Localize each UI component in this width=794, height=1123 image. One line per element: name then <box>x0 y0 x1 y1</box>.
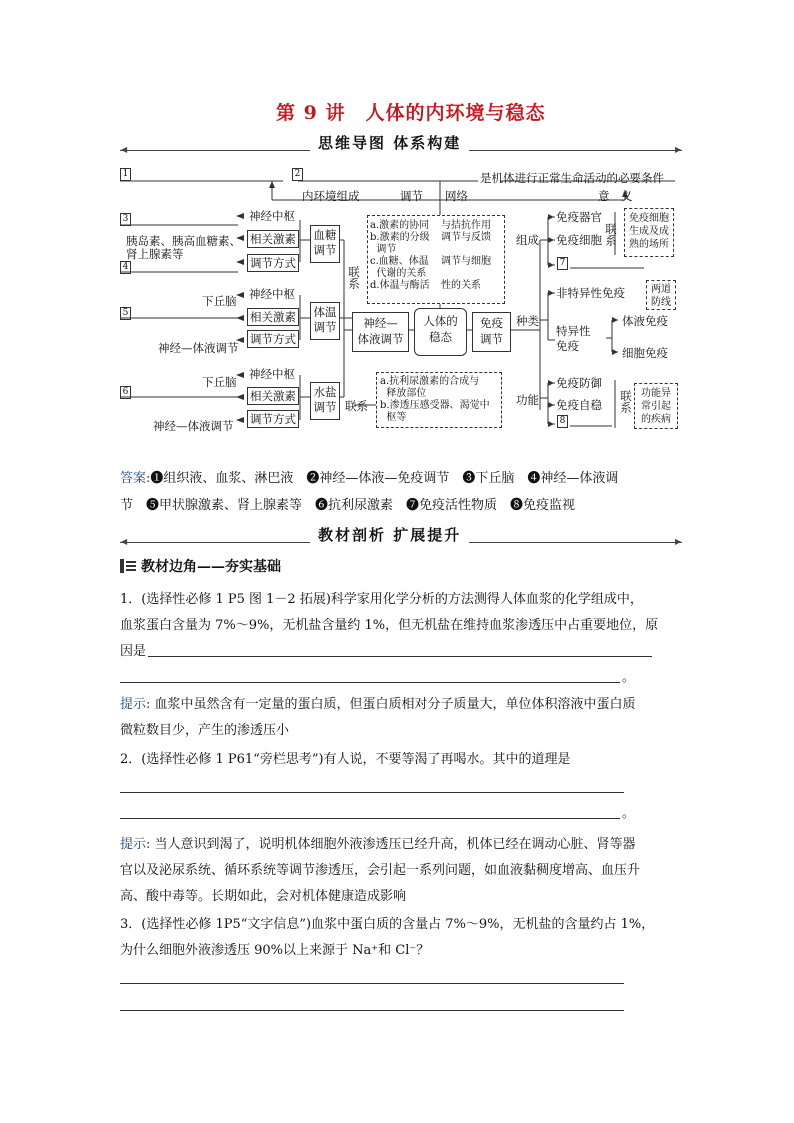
label-xqn-1: 下丘脑 <box>202 294 237 308</box>
q2-hint-line-2: 官以及泌尿系统、循环系统等调节渗透压，会引起一系列问题，如血液黏稠度增高、血压升 <box>120 863 641 878</box>
label-lianxi-4: 联系 <box>619 390 633 413</box>
label-sjtytj-1: 神经—体液调节 <box>158 341 239 355</box>
dash3-l2: 生成及成 <box>629 226 669 237</box>
q2-hint-line-3: 高、酸中毒等。长期如此，会对机体健康造成影响 <box>120 889 407 904</box>
page-title: 第 9 讲 人体的内环境与稳态 <box>276 102 546 124</box>
lxfx-l1: 两道 <box>651 284 671 295</box>
dash3-l1: 免疫细胞 <box>629 213 669 224</box>
q1-hint-line-1 <box>120 691 636 718</box>
label-lianxi-3: 联系 <box>604 223 618 246</box>
dash1-l3: 调节 <box>370 244 397 255</box>
band-label-1: 思维导图 体系构建 <box>310 132 469 153</box>
box-renti-wentai <box>414 308 467 356</box>
label-tjfs-2: 调节方式 <box>247 330 299 348</box>
renti-line-2: 稳态 <box>429 330 452 344</box>
tiwen-line-2: 调节 <box>313 320 337 334</box>
label-myzw: 免疫自稳 <box>556 398 602 412</box>
blank-4: 4 <box>120 261 131 274</box>
q3-line-1: 3．(选择性必修 1P5“文字信息”)血浆中蛋白质的含量占 7%～9%，无机盐的含量约占 1%， <box>120 917 655 932</box>
q1-line-2: 血浆蛋白含量为 7%～9%，无机盐含量约 1%，但无机盐在维持血浆渗透压中占重要地位，原 <box>120 618 659 633</box>
hormones-line-1: 胰岛素、胰高血糖素、 <box>126 234 241 248</box>
dash1-l5: 代谢的关系 <box>370 268 427 279</box>
q2-hint-line-1 <box>120 831 636 858</box>
dashed-box-shuiyan <box>376 372 502 428</box>
q1-hint-label: 提示: <box>120 697 151 712</box>
tiwen-line-1: 体温 <box>313 305 337 319</box>
section-heading: 教材边角——夯实基础 <box>141 559 281 575</box>
dash2-l3: b.渗透压感受器、渴觉中 <box>380 400 490 411</box>
mianyi-line-2: 调节 <box>480 332 503 346</box>
xuetang-line-2: 调节 <box>313 243 337 257</box>
blank-8: 8 <box>557 415 568 428</box>
blank-3: 3 <box>120 213 131 226</box>
dash4-l2: 常引起 <box>641 401 671 412</box>
q1-end: 。 <box>622 670 636 685</box>
dashed-box-gongneng <box>634 383 678 429</box>
dashed-box-liangdao <box>646 280 676 310</box>
q1-line-1: 1．(选择性必修 1 P5 图 1－2 拓展)科学家用化学分析的方法测得人体血浆的化学组成中， <box>120 592 643 607</box>
label-zhonglei: 种类 <box>516 314 539 328</box>
q1-hint-text-1: 血浆中虽然含有一定量的蛋白质，但蛋白质相对分子质量大，单位体积溶液中蛋白质 <box>150 697 636 712</box>
q2-line-1: 2．(选择性必修 1 P61“旁栏思考”)有人说，不要等渴了再喝水。其中的道理是 <box>120 752 571 767</box>
dash2-l4: 枢等 <box>380 412 407 423</box>
dash4-l3: 的疾病 <box>641 414 671 425</box>
shenjing-line-2: 体液调节 <box>357 332 404 346</box>
label-xbmy: 细胞免疫 <box>622 346 668 360</box>
label-myfy: 免疫防御 <box>556 376 602 390</box>
blank-6: 6 <box>120 386 131 399</box>
answer-label: 答案: <box>120 471 151 486</box>
answer-line-1 <box>120 465 618 492</box>
dash4-l1: 功能异 <box>641 388 671 399</box>
q3-line-2: 为什么细胞外液渗透压 90%以上来源于 Na⁺和 Cl⁻？ <box>120 943 430 958</box>
label-sjzs-3: 神经中枢 <box>249 367 295 381</box>
q1-answer-line-2[interactable] <box>120 682 620 683</box>
label-tjfs-3: 调节方式 <box>247 410 299 428</box>
q2-hint-text-1: 当人意识到渴了，说明机体细胞外液渗透压已经升高，机体已经在调动心脏、肾等器 <box>150 837 636 852</box>
box-xuetang <box>310 225 340 263</box>
label-gongneng: 功能 <box>516 393 539 407</box>
q3-answer-line-2[interactable] <box>120 1010 624 1011</box>
mianyi-line-1: 免疫 <box>480 316 503 330</box>
label-lianxi-2: 联系 <box>345 399 368 413</box>
label-zucheng: 组成 <box>516 233 539 247</box>
label-lianxi-1: 联系 <box>347 266 361 289</box>
blank-7: 7 <box>557 257 568 270</box>
label-xgjs-3: 相关激素 <box>247 387 299 405</box>
box-shenjing-tiye <box>352 312 409 352</box>
renti-line-1: 人体的 <box>423 314 458 328</box>
dash1-l6: d.体温与酶活 <box>370 280 430 291</box>
label-neihuanjing: 内环境组成 <box>302 189 360 203</box>
section-icon <box>120 559 136 573</box>
band-arrow-right: ▶ <box>675 145 682 154</box>
box-shuiyan <box>310 382 340 420</box>
band-arrow-right-2: ▶ <box>675 537 682 546</box>
dash3-l3: 熟的场所 <box>629 239 669 250</box>
q1-hint-line-2: 微粒数目少，产生的渗透压小 <box>120 723 290 738</box>
q2-end: 。 <box>622 806 636 821</box>
q2-answer-line-1[interactable] <box>120 792 624 793</box>
tyxmy-l2: 免疫 <box>556 339 579 353</box>
blank-1: 1 <box>120 168 131 181</box>
top-right-text: 是机体进行正常生命活动的必要条件 <box>480 171 664 185</box>
dashed-box-hormones <box>367 215 505 304</box>
label-sjzs-2: 神经中枢 <box>249 287 295 301</box>
shuiyan-line-2: 调节 <box>313 400 337 414</box>
dash1-r4: 调节与细胞 <box>441 256 491 267</box>
dash1-left <box>370 220 430 292</box>
dash2-l1: a.抗利尿激素的合成与 <box>380 376 480 387</box>
label-tiaojie: 调节 <box>400 189 423 203</box>
label-xqn-2: 下丘脑 <box>202 375 237 389</box>
dash1-r5-spacer <box>441 268 491 280</box>
dash1-r5: 性的关系 <box>441 280 481 291</box>
dash1-r3 <box>441 244 491 256</box>
q2-answer-line-2[interactable] <box>120 818 620 819</box>
q2-hint-label: 提示: <box>120 837 151 852</box>
label-xgjs-2: 相关激素 <box>247 308 299 326</box>
blank-2: 2 <box>292 168 303 181</box>
label-ftyxmy: 非特异性免疫 <box>556 286 625 300</box>
xuetang-line-1: 血糖 <box>313 228 337 242</box>
blank-5: 5 <box>120 307 131 320</box>
label-myxb: 免疫细胞 <box>556 233 602 247</box>
dash1-r2: 调节与反馈 <box>441 232 491 243</box>
shenjing-line-1: 神经— <box>363 316 398 330</box>
label-wangluo: 网络 <box>445 189 468 203</box>
q1-line-3: 因是 <box>120 644 147 659</box>
dash1-l1: a.激素的协同 <box>370 220 430 231</box>
label-xgjs-1: 相关激素 <box>247 230 299 248</box>
band-arrow-left: ◀ <box>121 145 128 154</box>
dash1-r1: 与拮抗作用 <box>441 220 491 231</box>
label-tymy: 体液免疫 <box>622 314 668 328</box>
answer-line-2: 节 ❺甲状腺激素、肾上腺素等 ❻抗利尿激素 ❼免疫活性物质 ❽免疫监视 <box>120 498 576 513</box>
hormones-line-2: 肾上腺素等 <box>126 247 184 261</box>
label-sjzs-1: 神经中枢 <box>249 209 295 223</box>
dash1-right <box>441 220 491 292</box>
tyxmy-l1: 特异性 <box>556 324 591 338</box>
label-tyxmy <box>556 324 591 354</box>
label-myqg: 免疫器官 <box>556 210 602 224</box>
box-tiwen <box>310 302 340 340</box>
answer-text-1: ❶组织液、血浆、淋巴液 ❷神经—体液—免疫调节 ❸下丘脑 ❹神经—体液调 <box>150 471 619 486</box>
lxfx-l2: 防线 <box>651 297 671 308</box>
q3-answer-line-1[interactable] <box>120 983 624 984</box>
band-label-2: 教材剖析 扩展提升 <box>310 524 469 545</box>
label-tjfs-1: 调节方式 <box>247 254 299 272</box>
dash1-l2: b.激素的分级 <box>370 232 430 243</box>
dashed-box-myxb <box>624 208 674 257</box>
q1-answer-line-1[interactable] <box>148 656 652 657</box>
box-mianyi <box>472 312 511 352</box>
label-sjtytj-2: 神经—体液调节 <box>153 419 234 433</box>
shuiyan-line-1: 水盐 <box>313 385 337 399</box>
dash2-l2: 释放部位 <box>380 388 427 399</box>
dash1-l4: c.血糖、体温 <box>370 256 429 267</box>
label-yiyi: 意 义 <box>598 189 633 203</box>
band-arrow-left-2: ◀ <box>121 537 128 546</box>
